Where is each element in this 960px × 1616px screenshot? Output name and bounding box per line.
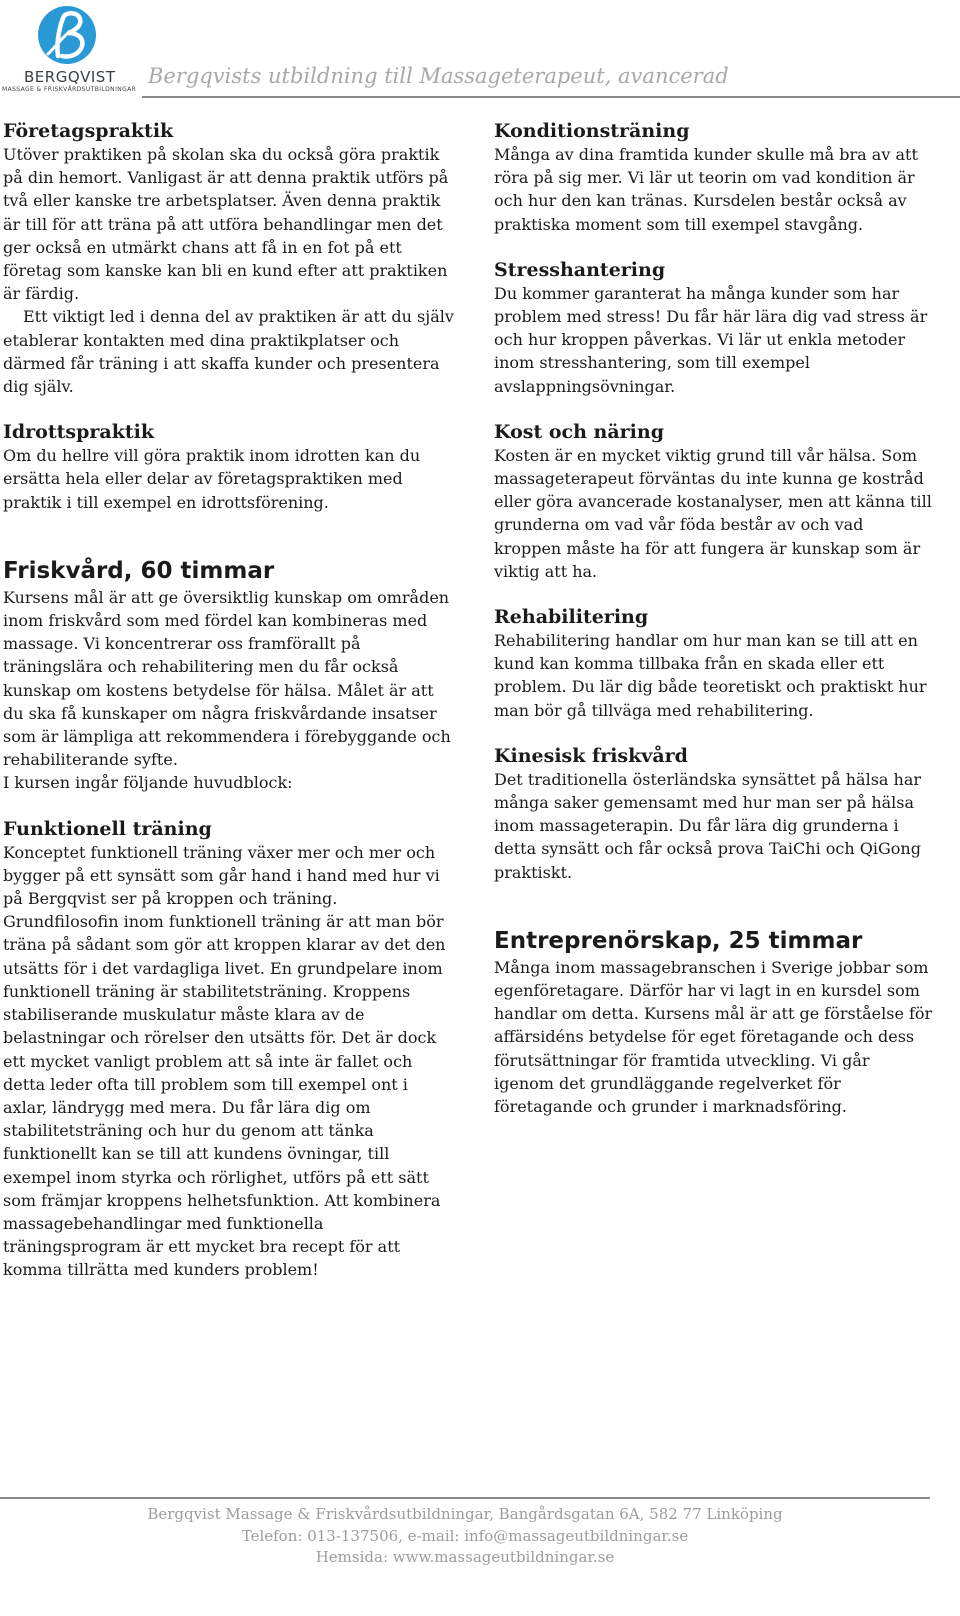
header-divider [142,96,960,98]
paragraph: Kosten är en mycket viktig grund till vår hälsa. Som massageterapeut förväntas du inte kunna ge kostråd eller göra avancerade kostanalyser, men att känna till grunderna om vad vår föda består av och vad kroppen måste ha för att fungera är kunskap som är viktig att ha. [494,445,932,581]
paragraph: Ett viktigt led i denna del av praktiken är att du själv etablerar kontakten med dina praktikplatser och därmed får träning i att skaffa kunder och presentera dig själv. [3,307,454,397]
logo-name: BERGQVIST [24,68,116,86]
logo-subtitle: MASSAGE & FRISKVÅRDSUTBILDNINGAR [2,86,137,93]
heading-friskvard: Friskvård, 60 timmar [3,557,275,584]
heading-rehabilitering: Rehabilitering [494,606,649,629]
paragraph: Rehabilitering handlar om hur man kan se till att en kund kan komma tillbaka från en skada eller ett problem. Du lär dig både teoretiskt och praktiskt hur man bör gå tillväga med rehabilitering. [494,631,927,720]
section-idrottspraktik [3,420,455,514]
paragraph: Du kommer garanterat ha många kunder som har problem med stress! Du får här lära dig vad stress är och hur kroppen påverkas. Vi lär ut enkla metoder inom stresshantering, som till exempel avslappningsövningar. [494,283,928,396]
bergqvist-logo [2,4,138,96]
section-funktionell-traning [3,817,455,1282]
section-stresshantering [494,258,934,398]
paragraph: Många av dina framtida kunder skulle må bra av att röra på sig mer. Vi lär ut teorin om vad kondition är och hur den kan tränas. Kursdelen består också av praktiska moment som till exempel stavgång. [494,145,918,234]
section-kinesisk-friskvard [494,744,934,884]
section-foretagspraktik [3,119,455,398]
footer-address: Bergqvist Massage & Friskvårdsutbildningar, Bangårdsgatan 6A, 582 77 Linköping [147,1505,783,1523]
paragraph: I kursen ingår följande huvudblock: [3,773,293,793]
paragraph: Om du hellre vill göra praktik inom idrotten kan du ersätta hela eller delar av företagspraktiken med praktik i till exempel en idrottsförening. [3,446,421,512]
heading-funktionell-traning: Funktionell träning [3,817,212,840]
section-kost-och-naring [494,420,934,583]
heading-kinesisk-friskvard: Kinesisk friskvård [494,744,688,767]
stylized-b-logo-icon [34,4,100,68]
left-column [3,119,455,1304]
footer-divider [0,1497,930,1499]
heading-entreprenorskap: Entreprenörskap, 25 timmar [494,927,863,954]
paragraph: Det traditionella österländska synsättet på hälsa har många saker gemensamt med hur man ser på hälsa inom massageterapin. Du får lära dig grunderna i detta synsätt och får också prova TaiChi och QiGong praktiskt. [494,769,922,882]
heading-foretagspraktik: Företagspraktik [3,120,174,142]
heading-kost-och-naring: Kost och näring [494,420,664,443]
heading-idrottspraktik: Idrottspraktik [3,421,155,444]
section-friskvard [3,556,455,795]
header-title: Bergqvists utbildning till Massageterapeut, avancerad [148,64,729,88]
paragraph: Kursens mål är att ge översiktlig kunskap om områden inom friskvård som med fördel kan kombineras med massage. Vi koncentrerar oss framförallt på träningslära och rehabilitering men du får också kunskap om kostens betydelse för hälsa. Målet är att du ska få kunskaper om några friskvårdande insatser som är lämpliga att rekommendera i förebyggande och rehabiliterande syfte. [3,587,451,770]
heading-stresshantering: Stresshantering [494,258,666,281]
paragraph: Utöver praktiken på skolan ska du också göra praktik på din hemort. Vanligast är att denna praktik utförs på två eller kanske tre arbetsplatser. Även denna praktik är till för att träna på att utföra behandlingar men det ger också en utmärkt chans att få in en fot på ett företag som kanske kan bli en kund efter att praktiken är färdig. [3,145,449,304]
footer-contact: Telefon: 013-137506, e-mail: info@massageutbildningar.se [241,1526,689,1545]
paragraph: Många inom massagebranschen i Sverige jobbar som egenföretagare. Därför har vi lagt in en kursdel som handlar om detta. Kursens mål är att ge förståelse för affärsidéns betydelse för eget företagande och dess förutsättningar för framtida utveckling. Vi går igenom det grundläggande regelverket för företagande och grunder i marknadsföring. [494,957,933,1117]
paragraph: Konceptet funktionell träning växer mer och mer och bygger på ett synsätt som går hand i hand med hur vi på Bergqvist ser på kroppen och träning. Grundfilosofin inom funktionell träning är att man bör träna på sådant som gör att kroppen klarar av det den utsätts för i det vardagliga livet. En grundpelare inom funktionell träning är stabilitetsträning. Kroppens stabiliserande muskulatur måste klara av de belastningar och rörelser den utsätts för. Det är dock ett mycket vanligt problem att så inte är fallet och detta leder ofta till problem som till exempel ont i axlar, ländrygg med mera. Du får lära dig om stabilitetsträning och hur du genom att tänka funktionellt kan se till att kundens övningar, till exempel inom styrka och rörlighet, utförs på ett sätt som främjar kroppens helhetsfunktion. Att kombinera massagebehandlingar med funktionella träningsprogram är ett mycket bra recept för att komma tillrätta med kunders problem! [3,842,446,1280]
section-entreprenorskap [494,926,934,1118]
footer-website: Hemsida: www.massageutbildningar.se [315,1548,615,1566]
page-header [0,0,960,100]
right-column [494,119,934,1140]
heading-konditionstraning: Konditionsträning [494,120,690,142]
page-footer [0,1504,930,1569]
section-konditionstraning [494,119,934,236]
section-rehabilitering [494,605,934,722]
